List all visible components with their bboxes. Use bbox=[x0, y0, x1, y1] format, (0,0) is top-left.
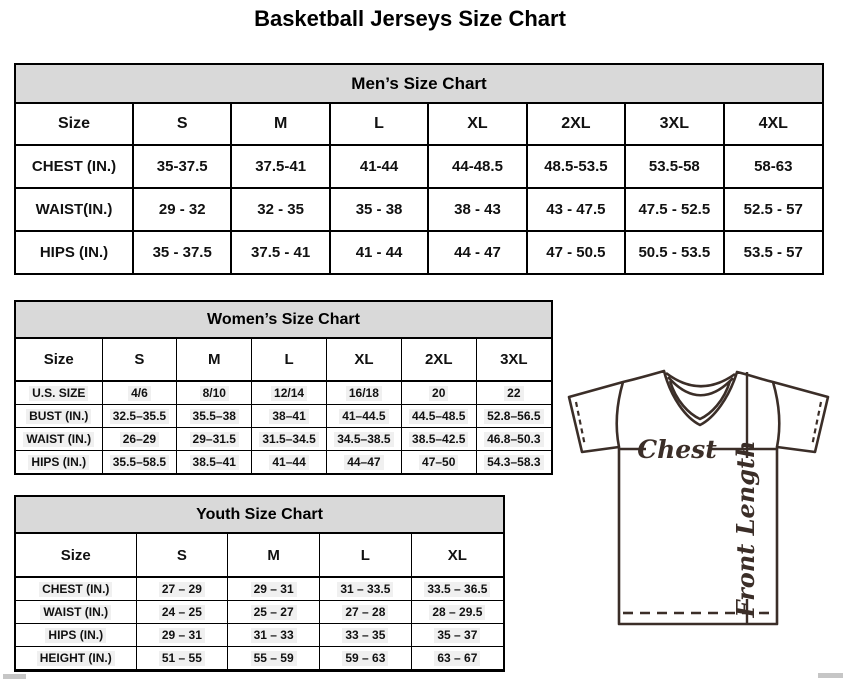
table-row bbox=[16, 428, 551, 451]
row-label-text: HIPS (IN.) bbox=[45, 628, 106, 643]
table-cell: 37.5 - 41 bbox=[231, 231, 329, 273]
table-cell: 50.5 - 53.5 bbox=[625, 231, 723, 273]
column-header: Size bbox=[16, 534, 136, 577]
cell-text: 35.5–58.5 bbox=[110, 455, 169, 470]
table-cell: 35-37.5 bbox=[133, 145, 231, 188]
table-cell bbox=[411, 624, 503, 647]
cell-text: 29 – 31 bbox=[251, 582, 297, 597]
column-header: XL bbox=[411, 534, 503, 577]
cell-text: 16/18 bbox=[346, 386, 382, 401]
jersey-outline bbox=[569, 371, 828, 624]
cell-text: 38.5–41 bbox=[190, 455, 239, 470]
column-header: 3XL bbox=[476, 339, 551, 381]
jersey-measurement-diagram bbox=[557, 361, 843, 679]
table-cell bbox=[326, 451, 401, 474]
table-cell bbox=[326, 405, 401, 428]
cell-text: 63 – 67 bbox=[434, 651, 480, 666]
table-cell bbox=[177, 428, 252, 451]
row-label-text: U.S. SIZE bbox=[29, 386, 88, 401]
row-label: CHEST (IN.) bbox=[16, 145, 133, 188]
row-label-text: HEIGHT (IN.) bbox=[37, 651, 115, 666]
scrollbar-fragment-right[interactable] bbox=[818, 673, 843, 678]
table-cell bbox=[320, 647, 412, 670]
womens-size-chart-title: Women’s Size Chart bbox=[16, 302, 551, 339]
column-header: M bbox=[177, 339, 252, 381]
table-header-row bbox=[16, 339, 551, 381]
column-header: Size bbox=[16, 104, 133, 145]
row-label-text: BUST (IN.) bbox=[26, 409, 91, 424]
column-header: S bbox=[136, 534, 228, 577]
row-label-text: WAIST (IN.) bbox=[23, 432, 94, 447]
table-cell bbox=[320, 601, 412, 624]
row-label bbox=[16, 577, 136, 601]
youth-size-chart bbox=[14, 495, 505, 672]
table-cell bbox=[401, 381, 476, 405]
column-header: 2XL bbox=[401, 339, 476, 381]
table-cell: 38 - 43 bbox=[428, 188, 526, 231]
cell-text: 29–31.5 bbox=[190, 432, 239, 447]
cell-text: 54.3–58.3 bbox=[484, 455, 543, 470]
cell-text: 34.5–38.5 bbox=[334, 432, 393, 447]
row-label bbox=[16, 624, 136, 647]
table-cell bbox=[136, 624, 228, 647]
table-cell: 47.5 - 52.5 bbox=[625, 188, 723, 231]
table-cell bbox=[401, 428, 476, 451]
cell-text: 27 – 29 bbox=[159, 582, 205, 597]
row-label bbox=[16, 451, 102, 474]
column-header: S bbox=[133, 104, 231, 145]
table-row bbox=[16, 188, 822, 231]
table-cell bbox=[136, 647, 228, 670]
cell-text: 41–44 bbox=[269, 455, 308, 470]
table-row bbox=[16, 145, 822, 188]
column-header: L bbox=[320, 534, 412, 577]
table-cell bbox=[252, 451, 327, 474]
table-cell bbox=[476, 381, 551, 405]
table-header-row bbox=[16, 534, 503, 577]
table-cell bbox=[136, 577, 228, 601]
chest-label: Chest bbox=[637, 435, 717, 464]
cell-text: 44.5–48.5 bbox=[409, 409, 468, 424]
table-cell bbox=[177, 381, 252, 405]
mens-size-chart-title: Men’s Size Chart bbox=[16, 65, 822, 104]
cell-text: 52.8–56.5 bbox=[484, 409, 543, 424]
column-header: M bbox=[228, 534, 320, 577]
cell-text: 8/10 bbox=[200, 386, 229, 401]
column-header: 2XL bbox=[527, 104, 625, 145]
column-header: 4XL bbox=[724, 104, 822, 145]
column-header: L bbox=[252, 339, 327, 381]
table-header-row bbox=[16, 104, 822, 145]
cell-text: 31.5–34.5 bbox=[259, 432, 318, 447]
cell-text: 47–50 bbox=[419, 455, 458, 470]
table-cell bbox=[228, 624, 320, 647]
table-cell bbox=[102, 428, 177, 451]
cell-text: 33.5 – 36.5 bbox=[424, 582, 490, 597]
table-cell bbox=[136, 601, 228, 624]
table-cell bbox=[102, 451, 177, 474]
table-cell bbox=[228, 577, 320, 601]
table-cell bbox=[411, 647, 503, 670]
cell-text: 32.5–35.5 bbox=[110, 409, 169, 424]
front-length-label: Front Length bbox=[731, 440, 760, 618]
table-cell bbox=[228, 601, 320, 624]
column-header: S bbox=[102, 339, 177, 381]
table-cell bbox=[476, 428, 551, 451]
table-cell: 35 - 38 bbox=[330, 188, 428, 231]
row-label bbox=[16, 405, 102, 428]
table-row bbox=[16, 451, 551, 474]
table-row bbox=[16, 601, 503, 624]
table-cell bbox=[252, 428, 327, 451]
table-row bbox=[16, 231, 822, 273]
table-cell bbox=[177, 405, 252, 428]
table-cell bbox=[411, 601, 503, 624]
cell-text: 25 – 27 bbox=[251, 605, 297, 620]
cell-text: 55 – 59 bbox=[251, 651, 297, 666]
row-label: WAIST(IN.) bbox=[16, 188, 133, 231]
table-cell bbox=[401, 405, 476, 428]
cell-text: 28 – 29.5 bbox=[429, 605, 485, 620]
cell-text: 46.8–50.3 bbox=[484, 432, 543, 447]
row-label-text: WAIST (IN.) bbox=[40, 605, 111, 620]
cell-text: 38.5–42.5 bbox=[409, 432, 468, 447]
cell-text: 44–47 bbox=[344, 455, 383, 470]
table-cell: 52.5 - 57 bbox=[724, 188, 822, 231]
table-cell bbox=[102, 405, 177, 428]
womens-size-chart bbox=[14, 300, 553, 475]
row-label bbox=[16, 601, 136, 624]
table-cell bbox=[476, 405, 551, 428]
table-cell: 53.5 - 57 bbox=[724, 231, 822, 273]
row-label bbox=[16, 381, 102, 405]
cell-text: 31 – 33 bbox=[251, 628, 297, 643]
table-cell bbox=[228, 647, 320, 670]
table-row bbox=[16, 577, 503, 601]
cell-text: 29 – 31 bbox=[159, 628, 205, 643]
cell-text: 4/6 bbox=[128, 386, 151, 401]
table-cell: 58-63 bbox=[724, 145, 822, 188]
table-cell: 41-44 bbox=[330, 145, 428, 188]
column-header: M bbox=[231, 104, 329, 145]
column-header: XL bbox=[326, 339, 401, 381]
table-cell bbox=[252, 405, 327, 428]
cell-text: 35.5–38 bbox=[190, 409, 239, 424]
table-cell: 41 - 44 bbox=[330, 231, 428, 273]
table-cell: 44-48.5 bbox=[428, 145, 526, 188]
youth-size-table bbox=[16, 534, 503, 669]
table-row bbox=[16, 405, 551, 428]
cell-text: 22 bbox=[504, 386, 523, 401]
row-label bbox=[16, 428, 102, 451]
table-cell bbox=[476, 451, 551, 474]
table-cell bbox=[411, 577, 503, 601]
scrollbar-fragment-left[interactable] bbox=[3, 674, 26, 679]
cell-text: 51 – 55 bbox=[159, 651, 205, 666]
cell-text: 20 bbox=[429, 386, 448, 401]
column-header: L bbox=[330, 104, 428, 145]
table-cell bbox=[326, 381, 401, 405]
row-label-text: CHEST (IN.) bbox=[39, 582, 112, 597]
row-label-text: HIPS (IN.) bbox=[28, 455, 89, 470]
table-row bbox=[16, 647, 503, 670]
cell-text: 12/14 bbox=[271, 386, 307, 401]
cell-text: 38–41 bbox=[269, 409, 308, 424]
table-cell bbox=[320, 577, 412, 601]
cell-text: 33 – 35 bbox=[342, 628, 388, 643]
row-label: HIPS (IN.) bbox=[16, 231, 133, 273]
cell-text: 41–44.5 bbox=[339, 409, 388, 424]
cell-text: 31 – 33.5 bbox=[337, 582, 393, 597]
youth-size-chart-title: Youth Size Chart bbox=[16, 497, 503, 534]
row-label bbox=[16, 647, 136, 670]
table-cell: 53.5-58 bbox=[625, 145, 723, 188]
column-header: 3XL bbox=[625, 104, 723, 145]
table-cell: 35 - 37.5 bbox=[133, 231, 231, 273]
table-cell bbox=[177, 451, 252, 474]
table-cell: 47 - 50.5 bbox=[527, 231, 625, 273]
mens-size-table bbox=[16, 104, 822, 273]
table-cell: 48.5-53.5 bbox=[527, 145, 625, 188]
mens-size-chart bbox=[14, 63, 824, 275]
table-row bbox=[16, 624, 503, 647]
table-cell bbox=[320, 624, 412, 647]
column-header: Size bbox=[16, 339, 102, 381]
table-cell bbox=[252, 381, 327, 405]
cell-text: 26–29 bbox=[120, 432, 159, 447]
cell-text: 27 – 28 bbox=[342, 605, 388, 620]
table-cell: 32 - 35 bbox=[231, 188, 329, 231]
table-cell: 44 - 47 bbox=[428, 231, 526, 273]
table-cell bbox=[102, 381, 177, 405]
table-cell: 37.5-41 bbox=[231, 145, 329, 188]
table-cell: 29 - 32 bbox=[133, 188, 231, 231]
table-cell bbox=[326, 428, 401, 451]
womens-size-table bbox=[16, 339, 551, 473]
page-title: Basketball Jerseys Size Chart bbox=[254, 6, 566, 31]
cell-text: 59 – 63 bbox=[342, 651, 388, 666]
cell-text: 35 – 37 bbox=[434, 628, 480, 643]
cell-text: 24 – 25 bbox=[159, 605, 205, 620]
table-cell bbox=[401, 451, 476, 474]
column-header: XL bbox=[428, 104, 526, 145]
table-cell: 43 - 47.5 bbox=[527, 188, 625, 231]
table-row bbox=[16, 381, 551, 405]
